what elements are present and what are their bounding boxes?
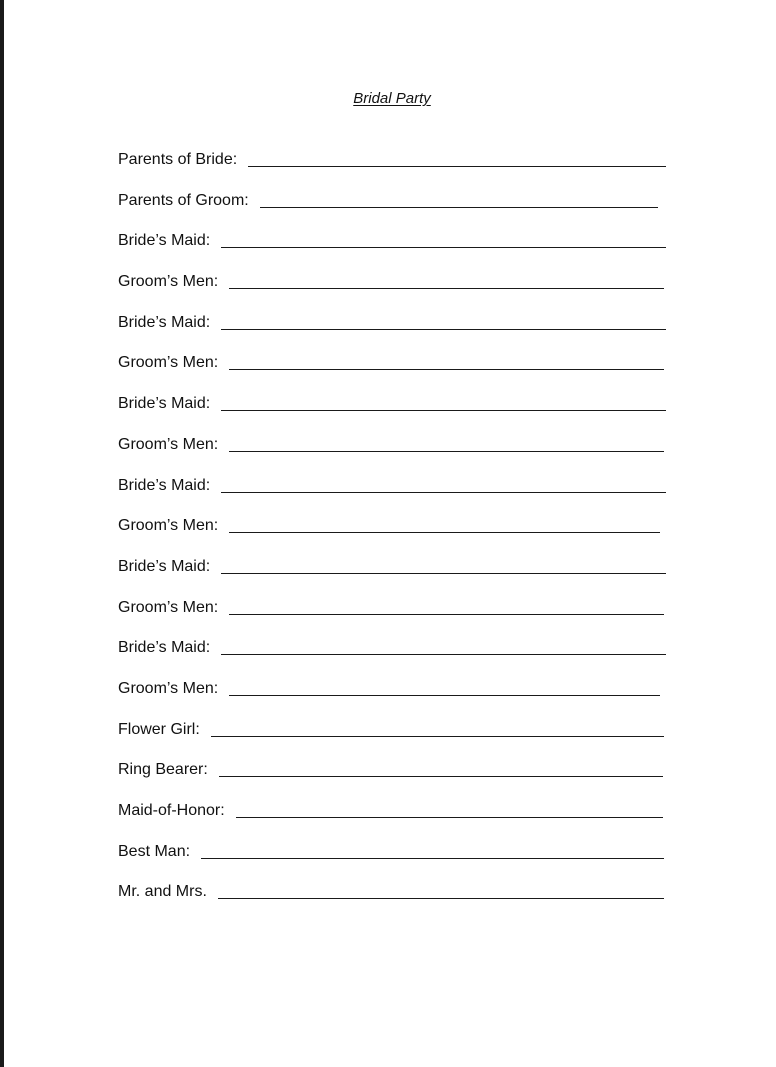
- fill-in-line[interactable]: [229, 369, 664, 370]
- field-label: Bride’s Maid:: [118, 557, 211, 575]
- form-row: [118, 474, 666, 515]
- bridal-party-form: [118, 148, 666, 921]
- fill-in-line[interactable]: [219, 776, 663, 777]
- field-label: Groom’s Men:: [118, 679, 219, 697]
- form-row: [118, 596, 666, 637]
- fill-in-line[interactable]: [218, 898, 664, 899]
- field-label: Bride’s Maid:: [118, 476, 211, 494]
- field-label: Maid-of-Honor:: [118, 802, 225, 819]
- field-label: Bride’s Maid:: [118, 232, 211, 250]
- form-row: [118, 311, 666, 352]
- form-row: [118, 514, 666, 555]
- form-row: [118, 351, 666, 392]
- fill-in-line[interactable]: [248, 166, 666, 167]
- fill-in-line[interactable]: [201, 858, 664, 859]
- form-row: [118, 433, 666, 474]
- field-label: Best Man:: [118, 842, 191, 860]
- fill-in-line[interactable]: [236, 817, 663, 818]
- fill-in-line[interactable]: [221, 247, 666, 248]
- fill-in-line[interactable]: [221, 410, 666, 411]
- field-label: Mr. and Mrs.: [118, 883, 207, 901]
- fill-in-line[interactable]: [229, 288, 664, 289]
- field-label: Groom’s Men:: [118, 273, 219, 291]
- fill-in-line[interactable]: [229, 695, 660, 696]
- field-label: Flower Girl:: [118, 720, 200, 738]
- fill-in-line[interactable]: [221, 654, 666, 655]
- field-label: Parents of Groom:: [118, 191, 249, 209]
- form-row: [118, 270, 666, 311]
- fill-in-line[interactable]: [211, 736, 664, 737]
- form-row: [118, 636, 666, 677]
- field-label: Groom’s Men:: [118, 435, 219, 453]
- field-label: Groom’s Men:: [118, 354, 219, 372]
- form-row: [118, 840, 666, 881]
- field-label: Bride’s Maid:: [118, 313, 211, 331]
- field-label: Groom’s Men:: [118, 517, 219, 535]
- field-label: Groom’s Men:: [118, 598, 219, 616]
- form-row: [118, 189, 666, 230]
- scan-edge-border: [0, 0, 4, 1067]
- form-row: [118, 880, 666, 921]
- field-label: Bride’s Maid:: [118, 639, 211, 657]
- form-row: [118, 718, 666, 759]
- page-title: Bridal Party: [353, 90, 431, 107]
- form-row: [118, 555, 666, 596]
- fill-in-line[interactable]: [221, 492, 666, 493]
- field-label: Bride’s Maid:: [118, 395, 211, 413]
- fill-in-line[interactable]: [221, 573, 666, 574]
- fill-in-line[interactable]: [260, 207, 658, 208]
- fill-in-line[interactable]: [229, 614, 664, 615]
- fill-in-line[interactable]: [229, 532, 660, 533]
- form-row: [118, 799, 666, 840]
- form-row: [118, 229, 666, 270]
- fill-in-line[interactable]: [229, 451, 664, 452]
- form-row: [118, 148, 666, 189]
- form-row: [118, 758, 666, 799]
- fill-in-line[interactable]: [221, 329, 666, 330]
- field-label: Parents of Bride:: [118, 151, 238, 168]
- form-row: [118, 677, 666, 718]
- form-row: [118, 392, 666, 433]
- field-label: Ring Bearer:: [118, 761, 208, 779]
